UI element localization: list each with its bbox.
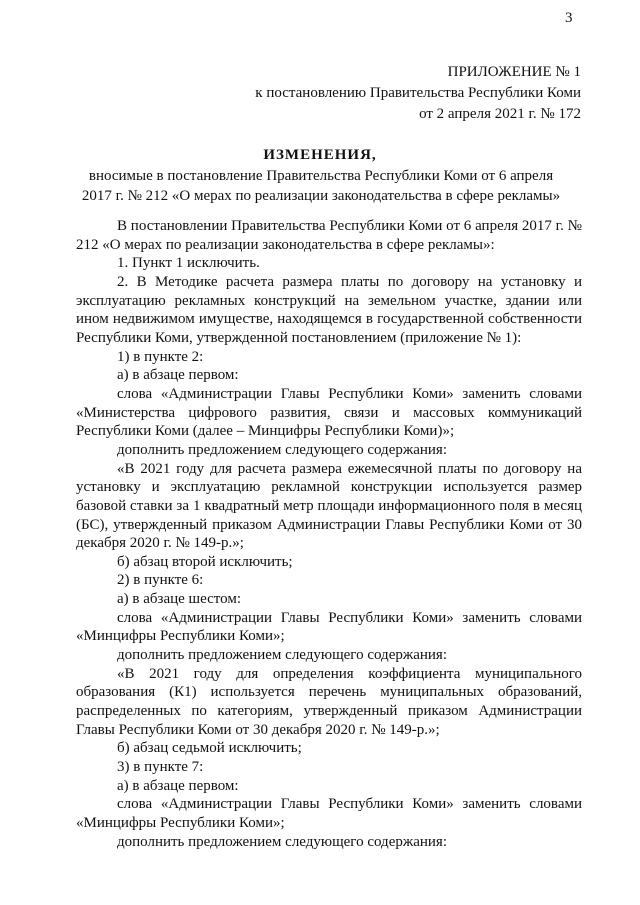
paragraph: 1) в пункте 2: [117, 348, 204, 365]
paragraph: «В 2021 году для расчета размера ежемесячной платы по договору на установку и эксплуатацию рекламной конструкции используется размер базовой ставки за 1 квадратный метр площади информационного поля в месяц (БС), утвержденный приказом Администрации Главы Республики Коми от 30 декабря 2020 г. № 149-р.»; [76, 460, 582, 552]
paragraph: дополнить предложением следующего содержания: [117, 833, 447, 850]
page-number: 3 [565, 10, 573, 26]
paragraph: б) абзац второй исключить; [117, 553, 293, 570]
paragraph: 3) в пункте 7: [117, 759, 204, 776]
paragraph: 1. Пункт 1 исключить. [117, 255, 260, 272]
paragraph: В постановлении Правительства Республики Коми от 6 апреля 2017 г. № 212 «О мерах по реализации законодательства в сфере рекламы»: [76, 218, 582, 253]
appendix-block [181, 62, 581, 125]
subtitle-line-2: 2017 г. № 212 «О мерах по реализации законодательства в сфере рекламы» [81, 188, 561, 204]
paragraph: дополнить предложением следующего содержания: [117, 647, 447, 664]
paragraph: «В 2021 году для определения коэффициента муниципального образования (К1) используется перечень муниципальных образований, распределенных по категориям, утвержденный приказом Администрации Главы Республики Коми от 30 декабря 2020 г. № 149-р.»; [76, 665, 582, 738]
paragraph: 2) в пункте 6: [117, 572, 204, 589]
paragraph: 2. В Методике расчета размера платы по договору на установку и эксплуатацию рекламных конструкций на земельном участке, здании или ином недвижимом имуществе, находящемся в государственной собственности Республики Коми, утвержденной постановлением (приложение № 1): [76, 273, 582, 346]
document-subtitle [60, 166, 582, 206]
paragraph: слова «Администрации Главы Республики Коми» заменить словами «Минцифры Республики Коми»; [76, 796, 582, 831]
paragraph: а) в абзаце шестом: [117, 591, 242, 608]
document-body [76, 217, 582, 851]
paragraph: б) абзац седьмой исключить; [117, 740, 302, 757]
paragraph: слова «Администрации Главы Республики Коми» заменить словами «Министерства цифрового развития, связи и массовых коммуникаций Республики Коми (далее – Минцифры Республики Коми)»; [76, 385, 582, 440]
paragraph: слова «Администрации Главы Республики Коми» заменить словами «Минцифры Республики Коми»; [76, 609, 582, 645]
paragraph: а) в абзаце первом: [117, 777, 239, 794]
appendix-date: от 2 апреля 2021 г. № 172 [419, 106, 581, 122]
appendix-title: ПРИЛОЖЕНИЕ № 1 [447, 64, 581, 80]
appendix-reference: к постановлению Правительства Республики Коми [255, 85, 581, 101]
paragraph: а) в абзаце первом: [117, 367, 239, 384]
paragraph: дополнить предложением следующего содержания: [117, 441, 447, 458]
document-heading: ИЗМЕНЕНИЯ, [263, 147, 377, 163]
subtitle-line-1: вносимые в постановление Правительства Республики Коми от 6 апреля [88, 168, 554, 184]
